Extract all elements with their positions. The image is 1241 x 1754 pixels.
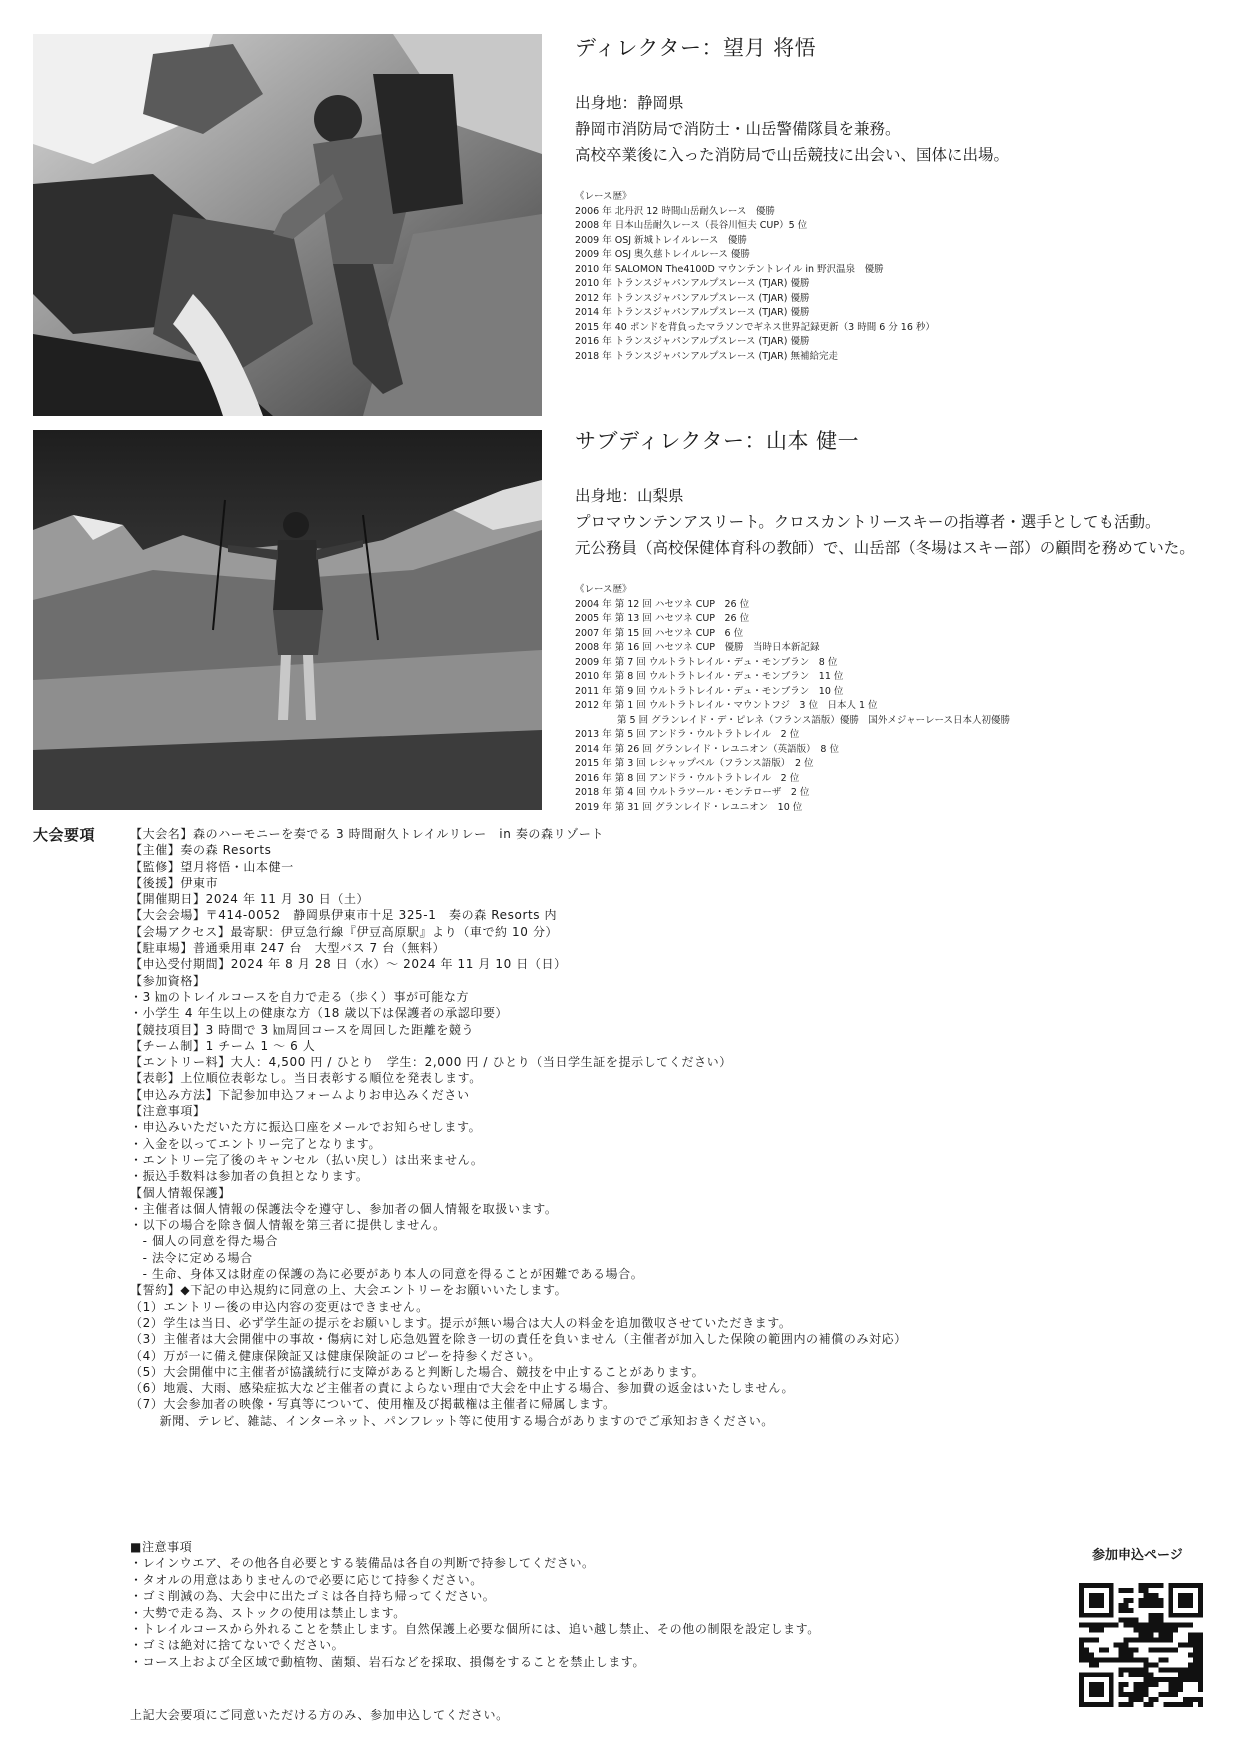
subdirector-origin: 出身地：山梨県 (575, 487, 684, 505)
director-title: ディレクター：望月 将悟 (575, 36, 817, 60)
subdirector-history-list (575, 598, 1215, 816)
outline-line: 【参加資格】 (130, 973, 206, 988)
outline-line: - 法令に定める場合 (130, 1250, 253, 1265)
outline-line: （3）主催者は大会開催中の事故・傷病に対し応急処置を除き一切の責任を負いません（主催者が加入した保険の範囲内の補償のみ対応） (130, 1332, 907, 1347)
outline-line: 【表彰】上位順位表彰なし。当日表彰する順位を発表します。 (130, 1071, 482, 1086)
history-item: 2006 年 北丹沢 12 時間山岳耐久レース 優勝 (575, 205, 775, 217)
outline-line: （6）地震、大雨、感染症拡大など主催者の責によらない理由で大会を中止する場合、参加費の返金はいたしません。 (130, 1381, 795, 1396)
history-item: 第 5 回 グランレイド・デ・ピレネ（フランス語版）優勝 国外メジャーレース日本人初優勝 (617, 714, 1010, 726)
history-item: 2013 年 第 5 回 アンドラ・ウルトラトレイル 2 位 (575, 729, 800, 740)
outline-line: 【注意事項】 (130, 1104, 206, 1119)
subdirector-line: 元公務員（高校保健体育科の教師）で、山岳部（冬場はスキー部）の顧問を務めていた。 (575, 539, 1195, 557)
subdirector-photo (33, 430, 542, 810)
history-item: 2012 年 トランスジャパンアルプスレース (TJAR) 優勝 (575, 292, 810, 304)
history-item: 2019 年 第 31 回 グランレイド・レユニオン 10 位 (575, 801, 803, 813)
outline-body (130, 826, 1130, 1429)
outline-line: ・入金を以ってエントリー完了となります。 (130, 1136, 382, 1151)
outline-line: ・3 ㎞のトレイルコースを自力で走る（歩く）事が可能な方 (130, 989, 470, 1004)
notes-line: ・コース上および全区域で動植物、菌類、岩石などを採取、損傷をすることを禁止します。 (130, 1654, 646, 1669)
outline-line: （1）エントリー後の申込内容の変更はできません。 (130, 1299, 429, 1314)
qr-label: 参加申込ページ (1092, 1548, 1183, 1563)
history-item: 2009 年 OSJ 新城トレイルレース 優勝 (575, 234, 747, 246)
history-item: 2005 年 第 13 回 ハセツネ CUP 26 位 (575, 613, 750, 624)
subdirector-bio (575, 425, 1215, 815)
history-item: 2018 年 トランスジャパンアルプスレース (TJAR) 無補給完走 (575, 350, 838, 362)
notes-line: ・タオルの用意はありませんので必要に応じて持参ください。 (130, 1572, 483, 1587)
history-item: 2010 年 SALOMON The4100D マウンテントレイル in 野沢温泉 優勝 (575, 263, 884, 275)
outline-line: 【開催期日】2024 年 11 月 30 日（土） (130, 892, 370, 907)
history-item: 2007 年 第 15 回 ハセツネ CUP 6 位 (575, 627, 744, 639)
history-item: 2015 年 第 3 回 レシャップベル（フランス語版） 2 位 (575, 758, 814, 769)
outline-line: ・エントリー完了後のキャンセル（払い戻し）は出来ません。 (130, 1152, 484, 1167)
history-item: 2008 年 日本山岳耐久レース（長谷川恒夫 CUP）5 位 (575, 220, 808, 231)
outline-line: 【誓約】◆下記の申込規約に同意の上、大会エントリーをお願いいたします。 (130, 1283, 568, 1298)
outline-line: （2）学生は当日、必ず学生証の提示をお願いします。提示が無い場合は大人の料金を追加徴収させていただきます。 (130, 1315, 792, 1330)
outline-line: 【申込み方法】下記参加申込フォームよりお申込みください (130, 1087, 470, 1102)
notes-line: ・大勢で走る為、ストックの使用は禁止します。 (130, 1605, 406, 1620)
subdirector-title: サブディレクター：山本 健一 (575, 429, 860, 453)
notes-line: ・ゴミ削減の為、大会中に出たゴミは各自持ち帰ってください。 (130, 1589, 496, 1604)
closing-note: 上記大会要項にご同意いただける方のみ、参加申込してください。 (130, 1708, 509, 1722)
subdirector-photo-image (33, 430, 542, 810)
history-item: 2011 年 第 9 回 ウルトラトレイル・デュ・モンブラン 10 位 (575, 685, 844, 697)
history-item: 2016 年 第 8 回 アンドラ・ウルトラトレイル 2 位 (575, 772, 800, 784)
history-item: 2016 年 トランスジャパンアルプスレース (TJAR) 優勝 (575, 336, 810, 347)
history-item: 2015 年 40 ポンドを背負ったマラソンでギネス世界記録更新（3 時間 6 分 16 秒） (575, 321, 935, 333)
outline-line: 【監修】望月将悟・山本健一 (130, 859, 294, 874)
history-item: 2012 年 第 1 回 ウルトラトレイル・マウントフジ 3 位 日本人 1 位 (575, 700, 878, 711)
outline-line: 【後援】伊東市 (130, 875, 219, 890)
history-item: 2004 年 第 12 回 ハセツネ CUP 26 位 (575, 598, 750, 610)
notes-line: ・トレイルコースから外れることを禁止します。自然保護上必要な個所には、追い越し禁止、その他の制限を設定します。 (130, 1622, 820, 1637)
notes-line: ・レインウエア、その他各自必要とする装備品は各自の判断で持参してください。 (130, 1556, 595, 1571)
outline-line: - 個人の同意を得た場合 (130, 1234, 278, 1249)
history-item: 2014 年 トランスジャパンアルプスレース (TJAR) 優勝 (575, 307, 810, 318)
outline-line: 【エントリー料】大人：4,500 円 / ひとり 学生：2,000 円 / ひとり（当日学生証を提示してください） (130, 1055, 732, 1070)
outline-line: ・振込手数料は参加者の負担となります。 (130, 1169, 369, 1184)
outline-line: ・小学生 4 年生以上の健康な方（18 歳以下は保護者の承認印要） (130, 1006, 509, 1021)
history-item: 2008 年 第 16 回 ハセツネ CUP 優勝 当時日本新記録 (575, 642, 820, 653)
outline-line: （5）大会開催中に主催者が協議続行に支障があると判断した場合、競技を中止することがあります。 (130, 1364, 705, 1379)
director-photo (33, 34, 542, 416)
history-item: 2010 年 第 8 回 ウルトラトレイル・デュ・モンブラン 11 位 (575, 671, 844, 682)
outline-line: 【チーム制】1 チーム 1 ～ 6 人 (130, 1038, 316, 1053)
subdirector-line: プロマウンテンアスリート。クロスカントリースキーの指導者・選手としても活動。 (575, 513, 1161, 531)
outline-line: 【主催】奏の森 Resorts (130, 843, 272, 858)
outline-line: - 生命、身体又は財産の保護の為に必要があり本人の同意を得ることが困難である場合。 (130, 1267, 644, 1282)
subdirector-history-heading: 《レース歴》 (575, 584, 632, 595)
outline-line: ・以下の場合を除き個人情報を第三者に提供しません。 (130, 1218, 446, 1233)
history-item: 2009 年 第 7 回 ウルトラトレイル・デュ・モンブラン 8 位 (575, 656, 838, 668)
outline-line: 【駐車場】普通乗用車 247 台 大型バス 7 台（無料） (130, 941, 446, 956)
outline-line: ・申込みいただいた方に振込口座をメールでお知らせします。 (130, 1120, 482, 1135)
director-photo-image (33, 34, 542, 416)
outline-line: 【大会会場】〒414-0052 静岡県伊東市十足 325-1 奏の森 Resorts 内 (130, 908, 558, 923)
director-line: 高校卒業後に入った消防局で山岳競技に出会い、国体に出場。 (575, 146, 1010, 164)
notes-line: ・ゴミは絶対に捨てないでください。 (130, 1638, 345, 1653)
outline-line: ・主催者は個人情報の保護法令を遵守し、参加者の個人情報を取扱います。 (130, 1201, 558, 1216)
outline-line: 【個人情報保護】 (130, 1185, 231, 1200)
outline-line: 新聞、テレビ、雑誌、インターネット、パンフレット等に使用する場合がありますのでご承知おきください。 (130, 1413, 774, 1428)
director-history-heading: 《レース歴》 (575, 191, 632, 202)
notes-heading: ■注意事項 (130, 1540, 193, 1554)
director-bio (575, 32, 1215, 364)
outline-line: 【申込受付期間】2024 年 8 月 28 日（水）～ 2024 年 11 月 10 日（日） (130, 957, 567, 972)
outline-line: （7）大会参加者の映像・写真等について、使用権及び掲載権は主催者に帰属します。 (130, 1397, 616, 1412)
outline-line: 【会場アクセス】最寄駅：伊豆急行線『伊豆高原駅』より（車で約 10 分） (130, 924, 559, 939)
outline-line: 【大会名】森のハーモニーを奏でる 3 時間耐久トレイルリレー in 奏の森リゾート (130, 827, 605, 841)
outline-heading: 大会要項 (33, 826, 96, 844)
notes-section (130, 1539, 1030, 1670)
history-item: 2014 年 第 26 回 グランレイド・レユニオン（英語版） 8 位 (575, 743, 839, 755)
outline-line: （4）万が一に備え健康保険証又は健康保険証のコピーを持参ください。 (130, 1348, 541, 1363)
director-origin: 出身地：静岡県 (575, 94, 684, 112)
outline-line: 【競技項目】3 時間で 3 ㎞周回コースを周回した距離を競う (130, 1022, 475, 1037)
director-history-list (575, 205, 1215, 365)
history-item: 2010 年 トランスジャパンアルプスレース (TJAR) 優勝 (575, 278, 810, 289)
qr-code[interactable] (1079, 1583, 1203, 1707)
history-item: 2009 年 OSJ 奥久慈トレイルレース 優勝 (575, 249, 750, 260)
director-line: 静岡市消防局で消防士・山岳警備隊員を兼務。 (575, 120, 901, 138)
history-item: 2018 年 第 4 回 ウルトラツール・モンテローザ 2 位 (575, 787, 810, 798)
